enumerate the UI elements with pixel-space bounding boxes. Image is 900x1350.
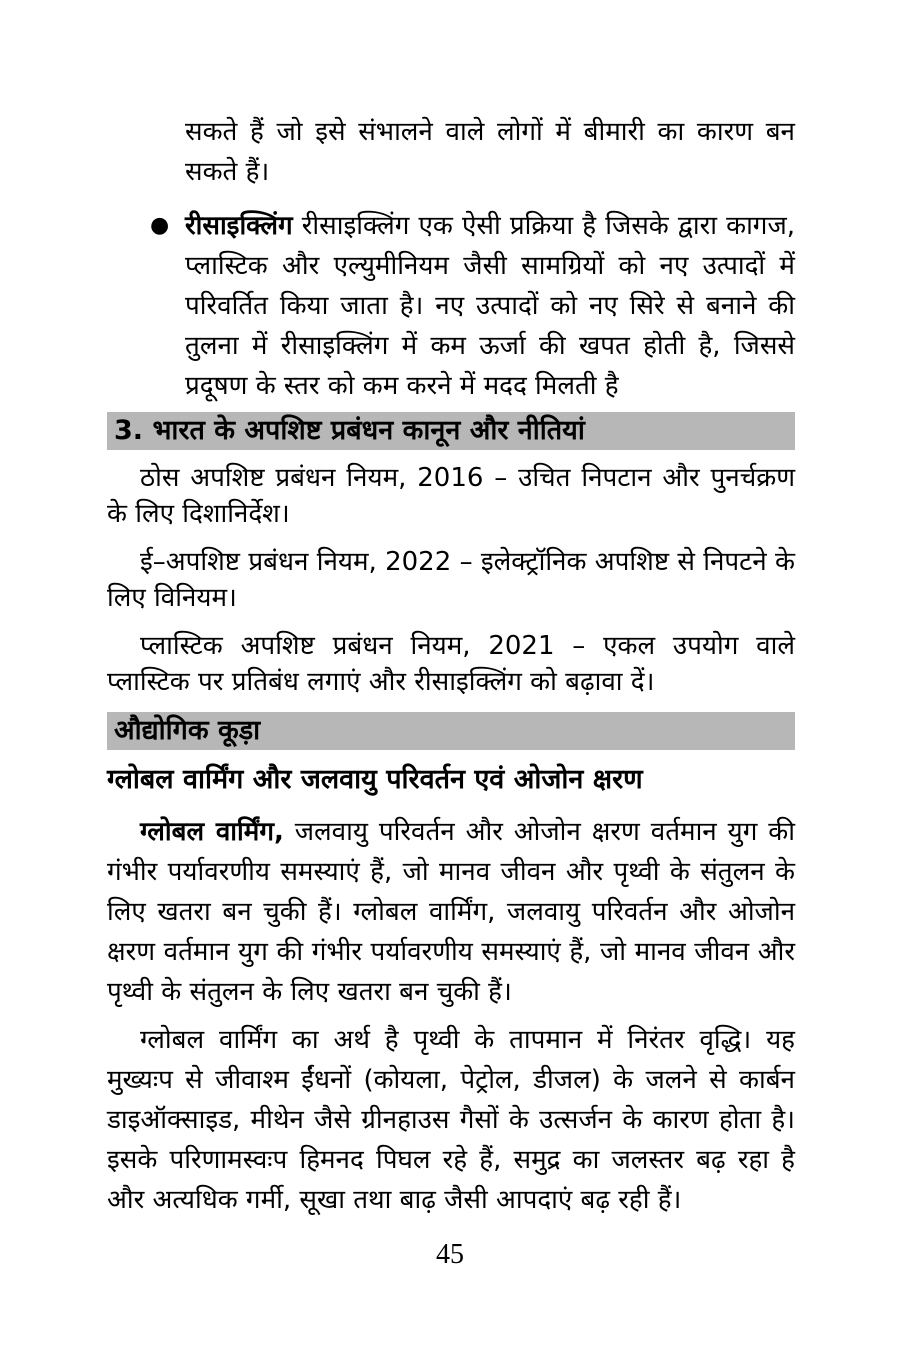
page-number: 45: [436, 1239, 464, 1270]
law-paragraph-solid-waste: ठोस अपशिष्ट प्रबंधन नियम, 2016 – उचित निपटान और पुनर्चक्रण के लिए दिशानिर्देश।: [107, 463, 795, 529]
bullet-text: [185, 206, 795, 406]
bullet-term: रीसाइक्लिंग: [185, 211, 293, 241]
global-warming-lead: ग्लोबल वार्मिंग,: [140, 817, 284, 847]
global-warming-paragraph-2: ग्लोबल वार्मिंग का अर्थ है पृथ्वी के तापमान में निरंतर वृद्धि। यह मुख्यःप से जीवाश्म ईंधनों (कोयला, पेट्रोल, डीजल) के जलने से कार्बन डाइऑक्साइड, मीथेन जैसे ग्रीनहाउस गैसों के उत्सर्जन के कारण होता है। इसके परिणामस्वःप हिमनद पिघल रहे हैं, समुद्र का जलस्तर बढ़ रहा है और अत्यधिक गर्मी, सूखा तथा बाढ़ जैसी आपदाएं बढ़ रही हैं।: [107, 1025, 795, 1215]
section-heading-industrial-waste: औद्योगिक कूड़ा: [107, 712, 795, 750]
global-warming-paragraph-1: [107, 812, 795, 1012]
bullet-icon: ●: [150, 213, 170, 238]
subheading-global-warming: ग्लोबल वार्मिंग और जलवायु परिवर्तन एवं ओजोन क्षरण: [107, 764, 643, 795]
global-warming-paragraph-1-text: जलवायु परिवर्तन और ओजोन क्षरण वर्तमान युग की गंभीर पर्यावरणीय समस्याएं हैं, जो मानव जीवन और पृथ्वी के संतुलन के लिए खतरा बन चुकी हैं। ग्लोबल वार्मिंग, जलवायु परिवर्तन और ओजोन क्षरण वर्तमान युग की गंभीर पर्यावरणीय समस्याएं हैं, जो मानव जीवन और पृथ्वी के संतुलन के लिए खतरा बन चुकी हैं।: [107, 817, 796, 1007]
bullet-item-recycling: [150, 206, 795, 406]
section-heading-waste-management-laws: 3. भारत के अपशिष्ट प्रबंधन कानून और नीतियां: [107, 412, 795, 450]
continuation-paragraph: सकते हैं जो इसे संभालने वाले लोगों में बीमारी का कारण बन सकते हैं।: [185, 117, 795, 187]
page-content: [107, 112, 795, 1220]
law-paragraph-plastic-waste: प्लास्टिक अपशिष्ट प्रबंधन नियम, 2021 – एकल उपयोग वाले प्लास्टिक पर प्रतिबंध लगाएं और रीसाइक्लिंग को बढ़ावा दें।: [107, 631, 795, 697]
bullet-description: रीसाइक्लिंग एक ऐसी प्रक्रिया है जिसके द्वारा कागज, प्लास्टिक और एल्युमीनियम जैसी सामग्रियों को नए उत्पादों में परिवर्तित किया जाता है। नए उत्पादों को नए सिरे से बनाने की तुलना में रीसाइक्लिंग में कम ऊर्जा की खपत होती है, जिससे प्रदूषण के स्तर को कम करने में मदद मिलती है: [185, 211, 795, 401]
law-paragraph-e-waste: ई–अपशिष्ट प्रबंधन नियम, 2022 – इलेक्ट्रॉनिक अपशिष्ट से निपटने के लिए विनियम।: [107, 547, 795, 613]
